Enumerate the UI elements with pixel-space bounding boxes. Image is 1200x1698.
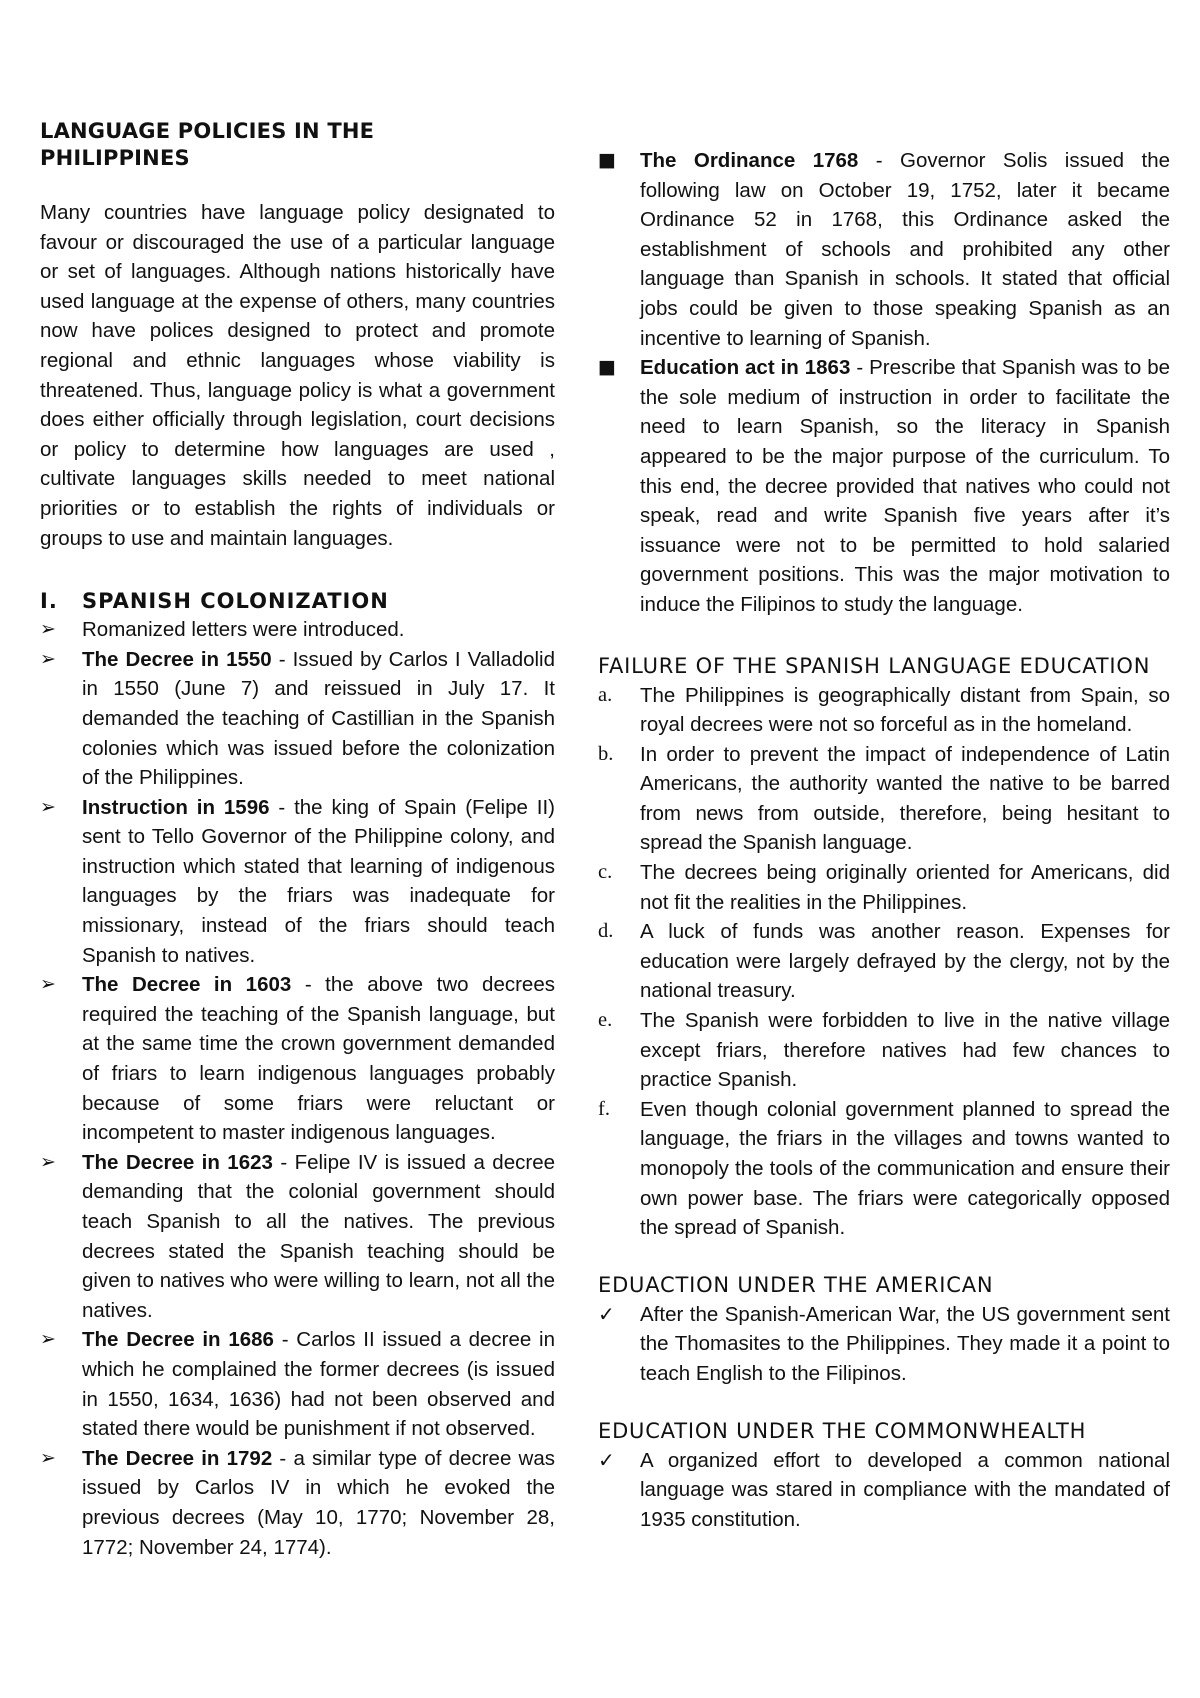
american-heading: EDUACTION UNDER THE AMERICAN	[598, 1272, 994, 1297]
right-column	[598, 146, 1170, 1534]
item-term: The Decree in 1623	[82, 1150, 273, 1174]
list-item	[598, 1006, 1170, 1095]
list-item	[40, 1325, 555, 1443]
item-text: - Felipe IV is issued a decree demanding that the colonial government should teach Spanish to all the natives. The previous decrees stated the Spanish teaching should be given to natives who were willing to learn, not all the natives.	[82, 1150, 555, 1322]
page-title: LANGUAGE POLICIES IN THE PHILIPPINES	[40, 119, 375, 170]
commonwealth-list	[598, 1446, 1170, 1535]
item-term: Education act in 1863	[640, 356, 851, 380]
american-list	[598, 1300, 1170, 1389]
item-text: The decrees being originally oriented for Americans, did not fit the realities in the Philippines.	[640, 861, 1170, 914]
item-text: - Issued by Carlos I Valladolid in 1550 (June 7) and reissued in July 17. It demanded the teaching of Castillian in the Spanish colonies which was issued before the colonization of the Philippines.	[82, 647, 556, 790]
item-term: The Decree in 1603	[82, 973, 292, 997]
arrow-bullet-icon: ➢	[40, 795, 56, 818]
failure-heading: FAILURE OF THE SPANISH LANGUAGE EDUCATION	[598, 653, 1151, 678]
list-item	[598, 1300, 1170, 1389]
square-bullet-icon: ■	[598, 149, 616, 171]
item-text: In order to prevent the impact of independence of Latin Americans, the authority wanted the native to be barred from news from outside, therefore, being hesitant to spread the Spanish language.	[640, 742, 1170, 855]
check-bullet-icon: ✓	[598, 1447, 615, 1472]
item-text: A organized effort to developed a common national language was stared in compliance with the mandated of 1935 constitution.	[640, 1448, 1170, 1531]
spanish-colonization-list	[40, 615, 555, 1562]
arrow-bullet-icon: ➢	[40, 618, 56, 641]
list-item	[598, 1446, 1170, 1535]
item-text: After the Spanish-American War, the US government sent the Thomasites to the Philippines. They made it a point to teach English to the Filipinos.	[640, 1302, 1170, 1385]
item-text: - Carlos II issued a decree in which he complained the former decrees (is issued in 1550, 1634, 1636) had not been observed and stated there would be punishment if not observed.	[82, 1328, 555, 1441]
arrow-bullet-icon: ➢	[40, 1446, 56, 1469]
section-heading-spanish-colonization	[40, 589, 555, 613]
item-term: The Decree in 1792	[82, 1446, 273, 1470]
spanish-laws-list	[598, 146, 1170, 620]
item-letter: f.	[598, 1097, 610, 1120]
list-item	[598, 917, 1170, 1006]
list-item	[40, 970, 555, 1148]
square-bullet-icon: ■	[598, 356, 616, 379]
item-text: - Prescribe that Spanish was to be the sole medium of instruction in order to facilitate the need to learn Spanish, so the literacy in Spanish appeared to be the major purpose of the curriculum. To this end, the decree provided that natives who could not speak, read and write Spanish five years after it’s issuance were not to be permitted to hold salaried government positions. This was the major motivation to induce the Filipinos to study the language.	[640, 356, 1171, 616]
item-term: Instruction in 1596	[82, 795, 270, 819]
item-text: The Spanish were forbidden to live in the native village except friars, therefore natives had few chances to practice Spanish.	[640, 1009, 1170, 1092]
item-letter: a.	[598, 683, 613, 706]
list-item	[40, 793, 555, 971]
section-number: I.	[40, 589, 58, 614]
check-bullet-icon: ✓	[598, 1301, 615, 1326]
item-text: - the above two decrees required the teaching of the Spanish language, but at the same time the crown government demanded of friars to learn indigenous languages probably because of some friars were reluctant or incompetent to master indigenous languages.	[82, 973, 555, 1145]
item-term: The Decree in 1686	[82, 1328, 274, 1352]
list-item	[598, 740, 1170, 858]
arrow-bullet-icon: ➢	[40, 1328, 56, 1351]
list-item	[40, 1148, 555, 1326]
item-term: The Ordinance 1768	[640, 149, 859, 172]
failure-list	[598, 681, 1170, 1243]
item-text: - Governor Solis issued the following law on October 19, 1752, later it became Ordinance 52 in 1768, this Ordinance asked the establishment of schools and prohibited any other language than Spanish in schools. It stated that official jobs could be given to those speaking Spanish as an incentive to learning of Spanish.	[640, 149, 1170, 350]
arrow-bullet-icon: ➢	[40, 1150, 56, 1173]
list-item	[598, 681, 1170, 740]
arrow-bullet-icon: ➢	[40, 973, 56, 996]
list-item	[40, 1444, 555, 1562]
list-item	[40, 645, 555, 793]
left-column	[40, 118, 555, 1562]
item-text: - a similar type of decree was issued by Carlos IV in which he evoked the previous decrees (May 10, 1770; November 28, 1772; November 24, 1774).	[82, 1446, 555, 1559]
item-letter: e.	[598, 1009, 613, 1032]
item-text: Romanized letters were introduced.	[82, 618, 405, 642]
list-item	[40, 615, 555, 645]
list-item	[598, 146, 1170, 353]
intro-paragraph: Many countries have language policy designated to favour or discouraged the use of a particular language or set of languages. Although nations historically have used language at the expense of others, many countries now have polices designed to protect and promote regional and ethnic languages whose viability is threatened. Thus, language policy is what a government does either officially through legislation, court decisions or policy to determine how languages are used , cultivate languages skills needed to meet national priorities or to establish the rights of individuals or groups to use and maintain languages.	[40, 201, 555, 550]
item-term: The Decree in 1550	[82, 647, 272, 671]
item-text: - the king of Spain (Felipe II) sent to Tello Governor of the Philippine colony, and instruction which stated that learning of indigenous languages by the friars was inadequate for missionary, instead of the friars should teach Spanish to natives.	[82, 795, 555, 967]
section-title: SPANISH COLONIZATION	[82, 589, 389, 614]
item-letter: b.	[598, 742, 614, 765]
item-text: The Philippines is geographically distant from Spain, so royal decrees were not so forceful as in the homeland.	[640, 683, 1170, 737]
arrow-bullet-icon: ➢	[40, 647, 56, 670]
item-letter: d.	[598, 920, 614, 943]
item-text: Even though colonial government planned to spread the language, the friars in the villages and towns wanted to monopoly the tools of the communication and ensure their own power base. The friars were categorically opposed the spread of Spanish.	[640, 1097, 1170, 1240]
list-item	[598, 353, 1170, 619]
list-item	[598, 858, 1170, 917]
item-text: A luck of funds was another reason. Expenses for education were largely defrayed by the clergy, not by the national treasury.	[640, 920, 1170, 1003]
item-letter: c.	[598, 861, 613, 884]
list-item	[598, 1095, 1170, 1243]
commonwealth-heading: EDUCATION UNDER THE COMMONWHEALTH	[598, 1418, 1087, 1443]
